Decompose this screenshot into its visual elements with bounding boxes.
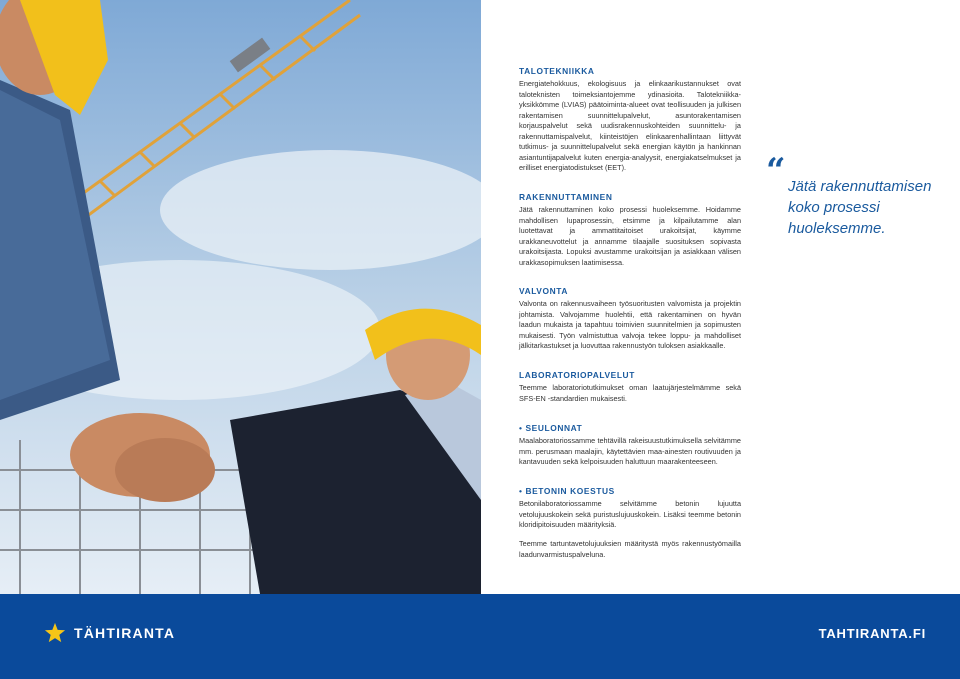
section-title: VALVONTA	[519, 286, 568, 296]
star-icon	[44, 622, 66, 644]
section-body: Maalaboratoriossamme tehtävillä rakeisuustutkimuksella selvitämme mm. perusmaan maalajin, käytettävien maa-ainesten routivuuden ja kantavuuden sekä kelpoisuuden haluttuun maarakenteeseen.	[519, 436, 741, 466]
section-title: TALOTEKNIIKKA	[519, 66, 595, 76]
closing-paragraph	[519, 539, 741, 560]
quote-text: Jätä rakennuttamisen koko prosessi huoleksemme.	[788, 178, 932, 237]
website-link[interactable]: TAHTIRANTA.FI	[818, 626, 926, 641]
section-title: RAKENNUTTAMINEN	[519, 192, 613, 202]
closing-text: Teemme tartuntavetolujuuksien määritystä myös rakennustyömailla laadunvarmistuspalveluna.	[519, 539, 741, 559]
footer-bar	[0, 594, 960, 679]
section-body: Teemme laboratoriotutkimukset oman laatujärjestelmämme sekä SFS-EN -standardien mukaisesti.	[519, 383, 741, 403]
section-rakennuttaminen	[519, 192, 741, 268]
brand-name: TÄHTIRANTA	[74, 625, 176, 641]
section-title: • SEULONNAT	[519, 423, 741, 434]
section-laboratorio	[519, 370, 741, 404]
section-seulonnat	[519, 423, 741, 468]
section-valvonta	[519, 286, 741, 352]
section-body: Valvonta on rakennusvaiheen työsuoritusten valvomista ja projektin johtamista. Valvojamme huolehtii, että rakentaminen on hyvän laadun mukaista ja tapahtuu toimivien suunnitelmien ja sopimusten mukaisesti. Työn valmistuttua valvoja tekee loppu- ja mahdolliset jälkitarkastukset ja luovuttaa rakennustyön tuloksen asiakkaalle.	[519, 299, 741, 350]
section-talotekniikka	[519, 66, 741, 174]
handshake-photo	[0, 0, 481, 594]
section-body: Jätä rakennuttaminen koko prosessi huoleksemme. Hoidamme mahdollisen lupaprosessin, etsimme ja kilpailutamme alan luotettavat ja ammattitaitoiset urakoitsijat, käymme urakkaneuvottelut ja annamme tilaajalle suosituksen sopivasta urakoitsijasta. Lopuksi avustamme urakoitsijan ja asiakkaan välisen urakkasopimuksen laatimisessa.	[519, 205, 741, 267]
brand-logo[interactable]	[44, 622, 175, 644]
pull-quote	[766, 151, 936, 239]
section-title: • BETONIN KOESTUS	[519, 486, 741, 497]
section-body: Energiatehokkuus, ekologisuus ja elinkaarikustannukset ovat taloteknisten toimeksiantojemme ydinasioita. Talotekniikka-yksikkömme (LVIAS) päätoiminta-alueet ovat teollisuuden ja julkisen rakentamisen suunnittelupalvelut, asuntorakentamisen korjauspalvelut sekä uudisrakennuskohteiden suunnittelu- ja rakennuttamispalvelut, kiinteistöjen elinkaarenhallintaan liittyvät tutkimus- ja suunnittelupalvelut sekä energian käytön ja hankinnan asiantuntijapalvelut kuten energia-analyysit, energiakatselmukset ja erilliset energiatodistukset (EET).	[519, 79, 741, 172]
quote-mark-icon: “	[766, 151, 786, 191]
section-title: LABORATORIOPALVELUT	[519, 370, 635, 380]
section-body: Betonilaboratoriossamme selvitämme betonin lujuutta vetolujuuskokein sekä puristuslujuuskokein. Lisäksi teemme betonin kloridipitoisuuden määrityksiä.	[519, 499, 741, 529]
section-betonin-koestus	[519, 486, 741, 531]
